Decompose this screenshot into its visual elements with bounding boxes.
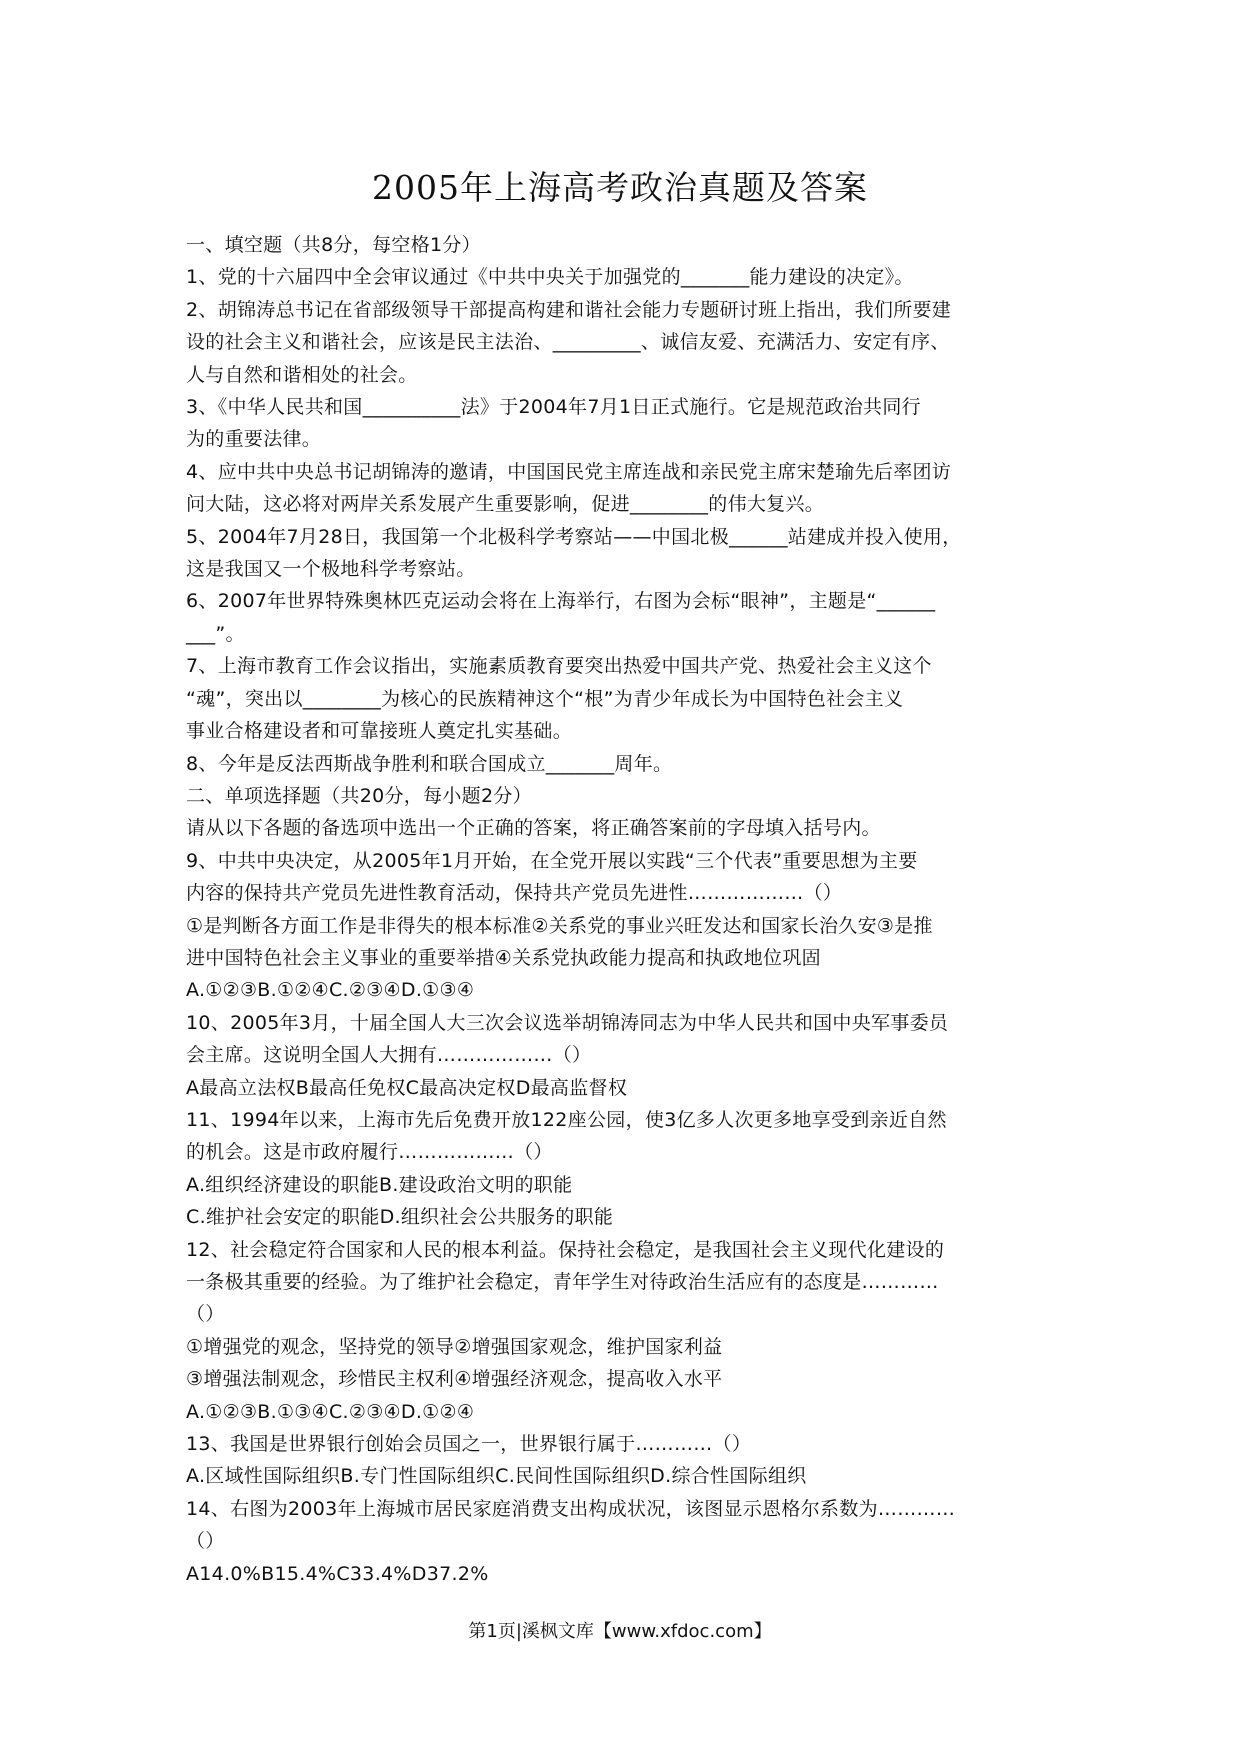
text-line: 问大陆，这必将对两岸关系发展产生重要影响，促进________的伟大复兴。 [186, 493, 825, 516]
document-body [186, 229, 1056, 1590]
text-line: “魂”，突出以________为核心的民族精神这个“根”为青少年成长为中国特色社会主义 [186, 687, 904, 710]
text-line: A.组织经济建设的职能B.建设政治文明的职能 [186, 1173, 573, 1196]
text-line: 设的社会主义和谐社会，应该是民主法治、_________、诚信友爱、充满活力、安定有序、 [186, 331, 950, 354]
page-title: 2005年上海高考政治真题及答案 [372, 168, 868, 207]
text-line: 这是我国又一个极地科学考察站。 [186, 558, 476, 581]
text-line: 5、2004年7月28日，我国第一个北极科学考察站——中国北极______站建成并投入使用， [186, 525, 962, 548]
text-line: 请从以下各题的备选项中选出一个正确的答案，将正确答案前的字母填入括号内。 [186, 817, 881, 840]
text-line: 9、中共中央决定，从2005年1月开始，在全党开展以实践“三个代表”重要思想为主要 [186, 849, 918, 872]
text-line: 10、2005年3月，十届全国人大三次会议选举胡锦涛同志为中华人民共和国中央军事委员 [186, 1011, 949, 1034]
text-line: 二、单项选择题（共20分，每小题2分） [186, 784, 532, 807]
text-line: 会主席。这说明全国人大拥有………………（） [186, 1044, 592, 1067]
text-line: 1、党的十六届四中全会审议通过《中共中央关于加强党的_______能力建设的决定》。 [186, 266, 914, 289]
text-line: A.区域性国际组织B.专门性国际组织C.民间性国际组织D.综合性国际组织 [186, 1465, 807, 1488]
text-line: 进中国特色社会主义事业的重要举措④关系党执政能力提高和执政地位巩固 [186, 946, 821, 969]
text-line: 6、2007年世界特殊奥林匹克运动会将在上海举行，右图为会标“眼神”，主题是“______ [186, 590, 936, 613]
text-line: 一、填空题（共8分，每空格1分） [186, 234, 481, 256]
text-line: A14.0%B15.4%C33.4%D37.2% [186, 1562, 489, 1585]
text-line: 事业合格建设者和可靠接班人奠定扎实基础。 [186, 720, 573, 743]
text-line: A最高立法权B最高任免权C最高决定权D最高监督权 [186, 1076, 628, 1099]
text-line: 为的重要法律。 [186, 428, 322, 451]
text-line: 人与自然和谐相处的社会。 [186, 363, 418, 386]
text-line: （） [186, 1530, 225, 1553]
text-line: A.①②③B.①②④C.②③④D.①③④ [186, 979, 475, 1002]
text-line: 13、我国是世界银行创始会员国之一，世界银行属于…………（） [186, 1433, 752, 1456]
text-line: 一条极其重要的经验。为了维护社会稳定，青年学生对待政治生活应有的态度是………… [186, 1271, 939, 1293]
text-line: A.①②③B.①③④C.②③④D.①②④ [186, 1400, 475, 1423]
text-line: 2、胡锦涛总书记在省部级领导干部提高构建和谐社会能力专题研讨班上指出，我们所要建 [186, 298, 952, 321]
text-line: 14、右图为2003年上海城市居民家庭消费支出构成状况，该图显示恩格尔系数为………… [186, 1497, 956, 1520]
text-line: 11、1994年以来，上海市先后免费开放122座公园，使3亿多人次更多地享受到亲近自然 [186, 1108, 947, 1131]
text-line: 7、上海市教育工作会议指出，实施素质教育要突出热爱中国共产党、热爱社会主义这个 [186, 655, 932, 678]
text-line: 3、《中华人民共和国__________法》于2004年7月1日正式施行。它是规范政治共同行 [186, 396, 921, 419]
text-line: 12、社会稳定符合国家和人民的根本利益。保持社会稳定，是我国社会主义现代化建设的 [186, 1238, 945, 1261]
text-line: 8、今年是反法西斯战争胜利和联合国成立_______周年。 [186, 752, 673, 775]
text-line: 4、应中共中央总书记胡锦涛的邀请，中国国民党主席连战和亲民党主席宋楚瑜先后率团访 [186, 460, 952, 483]
text-line: 内容的保持共产党员先进性教育活动，保持共产党员先进性………………（） [186, 882, 843, 905]
text-line: ___”。 [186, 622, 245, 645]
page-footer: 第1页|溪枫文库【www.xfdoc.com】 [468, 1621, 772, 1642]
text-line: C.维护社会安定的职能D.组织社会公共服务的职能 [186, 1206, 614, 1229]
text-line: ①是判断各方面工作是非得失的根本标准②关系党的事业兴旺发达和国家长治久安③是推 [186, 914, 933, 937]
text-line: （） [186, 1303, 225, 1326]
text-line: ③增强法制观念，珍惜民主权利④增强经济观念，提高收入水平 [186, 1368, 723, 1391]
text-line: ①增强党的观念，坚持党的领导②增强国家观念，维护国家利益 [186, 1335, 723, 1358]
text-line: 的机会。这是市政府履行………………（） [186, 1141, 553, 1164]
